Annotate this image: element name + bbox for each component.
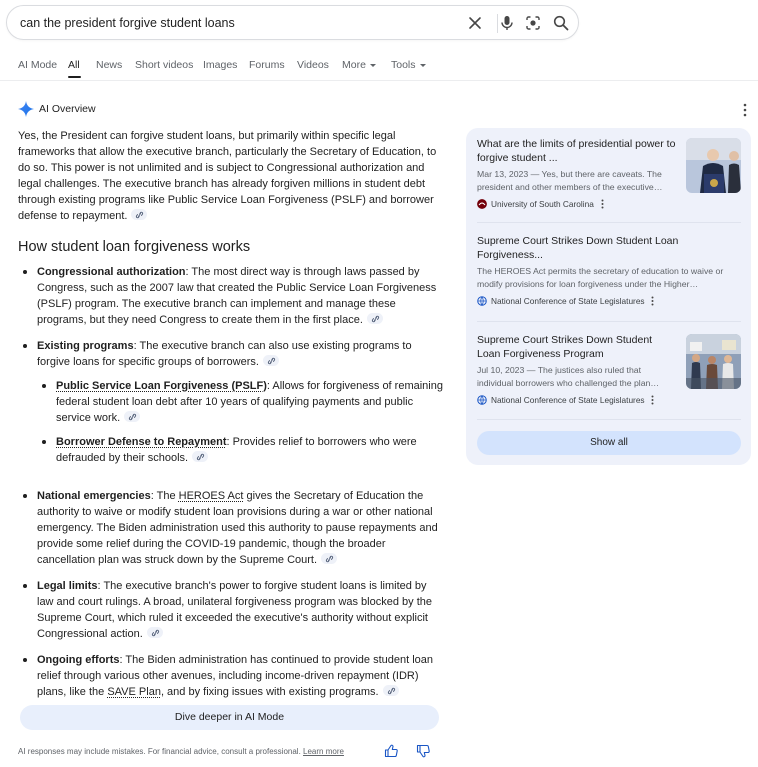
source-divider <box>477 419 741 420</box>
source-title[interactable]: Supreme Court Strikes Down Student Loan Forgiveness... <box>477 235 679 261</box>
item-text: : The <box>150 490 179 502</box>
item-text: : The executive branch's power to forgive student loans is limited by law and court rulings. A broad, unilateral forgiveness program was blocked by the Supreme Court, which ruled it exceeded the executive's authority without explicit Congressional action. <box>37 580 432 640</box>
search-icon[interactable] <box>552 14 570 32</box>
tab-tools-label: Tools <box>391 59 416 71</box>
source-site <box>477 296 741 308</box>
citation-link-icon[interactable] <box>131 209 147 220</box>
site-name: National Conference of State Legislatures <box>491 296 645 306</box>
site-name: University of South Carolina <box>491 199 594 209</box>
thumbs-up-icon[interactable] <box>384 744 398 758</box>
tab-ai-mode[interactable]: AI Mode <box>18 59 58 71</box>
search-bar[interactable] <box>6 5 579 40</box>
tab-news[interactable]: News <box>96 59 123 71</box>
show-all-button[interactable]: Show all <box>477 431 741 455</box>
heroes-act-link[interactable]: HEROES Act <box>178 490 244 502</box>
citation-link-icon[interactable] <box>383 685 399 696</box>
citation-link-icon[interactable] <box>263 355 279 366</box>
list-item <box>18 264 443 328</box>
ai-overview-intro <box>18 128 443 224</box>
globe-icon <box>477 296 487 306</box>
search-input[interactable]: can the president forgive student loans <box>20 16 235 30</box>
item-term: Congressional authorization <box>37 266 186 278</box>
president-podium-image <box>686 138 741 193</box>
sources-panel <box>466 128 751 465</box>
tabs-divider <box>0 80 758 81</box>
item-term: National emergencies <box>37 490 151 502</box>
protest-crowd-image <box>686 334 741 389</box>
university-logo-icon <box>477 199 487 209</box>
citation-link-icon[interactable] <box>321 553 337 564</box>
tab-forums[interactable]: Forums <box>249 59 285 71</box>
forgiveness-list <box>18 264 443 700</box>
tab-images[interactable]: Images <box>203 59 238 71</box>
item-term: Ongoing efforts <box>37 654 120 666</box>
citation-link-icon[interactable] <box>147 627 163 638</box>
list-item <box>37 434 443 466</box>
source-title[interactable]: What are the limits of presidential power to forgive student ... <box>477 138 676 164</box>
tab-short-videos[interactable]: Short videos <box>135 59 194 71</box>
clear-icon[interactable] <box>466 14 484 32</box>
lens-icon[interactable] <box>524 14 542 32</box>
thumbs-down-icon[interactable] <box>416 744 430 758</box>
item-term: Legal limits <box>37 580 98 592</box>
list-item <box>18 338 443 466</box>
list-item <box>37 378 443 426</box>
citation-link-icon[interactable] <box>124 411 140 422</box>
item-text: : The Biden administration has continued to provide student loan relief through various other avenues, including income-driven repayment (IDR) plans, like the <box>37 654 433 698</box>
source-card[interactable] <box>477 138 677 211</box>
chevron-down-icon <box>420 64 426 67</box>
ai-disclaimer <box>18 747 344 756</box>
more-options-icon[interactable] <box>651 296 654 306</box>
source-divider <box>477 321 741 322</box>
source-card[interactable] <box>477 334 677 407</box>
tab-videos[interactable]: Videos <box>297 59 329 71</box>
citation-link-icon[interactable] <box>367 313 383 324</box>
source-site <box>477 395 677 407</box>
source-snippet: Jul 10, 2023 — The justices also ruled that individual borrowers who challenged the plan… <box>477 365 660 388</box>
chevron-down-icon <box>370 64 376 67</box>
tab-all[interactable]: All <box>68 59 80 71</box>
dive-deeper-button[interactable]: Dive deeper in AI Mode <box>20 705 439 730</box>
more-options-icon[interactable] <box>743 103 747 117</box>
site-name: National Conference of State Legislatures <box>491 395 645 405</box>
source-site <box>477 199 677 211</box>
save-plan-link[interactable]: SAVE Plan <box>107 686 161 698</box>
item-text: : Provides relief to borrowers who were defrauded by their schools. <box>56 436 417 464</box>
source-divider <box>477 222 741 223</box>
source-snippet: Mar 13, 2023 — Yes, but there are caveats. The president and other members of the executive… <box>477 169 663 192</box>
item-term: Existing programs <box>37 340 134 352</box>
item-text: gives the Secretary of Education the authority to waive or modify student loan provisions during a war or other national emergency. The Biden administration used this authority to pause repayments and provide some relief during the COVID-19 pandemic, though the broader cancellation plan was struck down by the Supreme Court. <box>37 490 438 566</box>
section-heading: How student loan forgiveness works <box>18 239 251 255</box>
item-text: : The most direct way is through laws passed by Congress, such as the 2007 law that created the Public Service Loan Forgiveness (PSLF) program. The executive branch can implement and manage these programs, but they need Congress to create them in the first place. <box>37 266 437 326</box>
intro-text: Yes, the President can forgive student loans, but primarily within specific legal frameworks that allow the executive branch, particularly the Secretary of Education, to do so. This power is not unlimited and is subject to Congressional authorization and legal challenges. The executive branch has already forgiven millions in student debt through existing programs like Public Service Loan Forgiveness (PSLF) and borrower defense to repayment. <box>18 130 437 222</box>
disclaimer-text: AI responses may include mistakes. For financial advice, consult a professional. <box>18 747 304 756</box>
source-title[interactable]: Supreme Court Strikes Down Student Loan Forgiveness Program <box>477 334 653 360</box>
tab-more-label: More <box>342 59 366 71</box>
tab-tools[interactable] <box>391 59 426 71</box>
gemini-sparkle-icon <box>18 101 34 117</box>
sub-list <box>37 378 443 466</box>
pslf-link[interactable]: Public Service Loan Forgiveness (PSLF) <box>56 380 267 392</box>
tab-more[interactable] <box>342 59 376 71</box>
ai-overview-content <box>18 128 443 710</box>
source-thumbnail[interactable] <box>686 334 741 389</box>
citation-link-icon[interactable] <box>192 451 208 462</box>
list-item <box>18 578 443 642</box>
ai-overview-title: AI Overview <box>39 103 96 115</box>
list-item <box>18 488 443 568</box>
source-card[interactable] <box>477 235 741 308</box>
list-item <box>18 652 443 700</box>
globe-icon <box>477 395 487 405</box>
borrower-defense-link[interactable]: Borrower Defense to Repayment <box>56 436 227 448</box>
item-text: : Allows for forgiveness of remaining federal student loan debt after 10 years of qualifying payments and public service work. <box>56 380 443 424</box>
source-thumbnail[interactable] <box>686 138 741 193</box>
active-tab-indicator <box>68 76 81 78</box>
item-text: , and by fixing issues with existing programs. <box>160 686 379 698</box>
more-options-icon[interactable] <box>601 199 604 209</box>
more-options-icon[interactable] <box>651 395 654 405</box>
microphone-icon[interactable] <box>498 14 516 32</box>
source-snippet: The HEROES Act permits the secretary of education to waive or modify provisions for loan forgiveness under the Higher… <box>477 266 724 289</box>
item-text: : The executive branch can also use existing programs to forgive loans for specific groups of borrowers. <box>37 340 412 368</box>
learn-more-link[interactable]: Learn more <box>303 747 344 756</box>
